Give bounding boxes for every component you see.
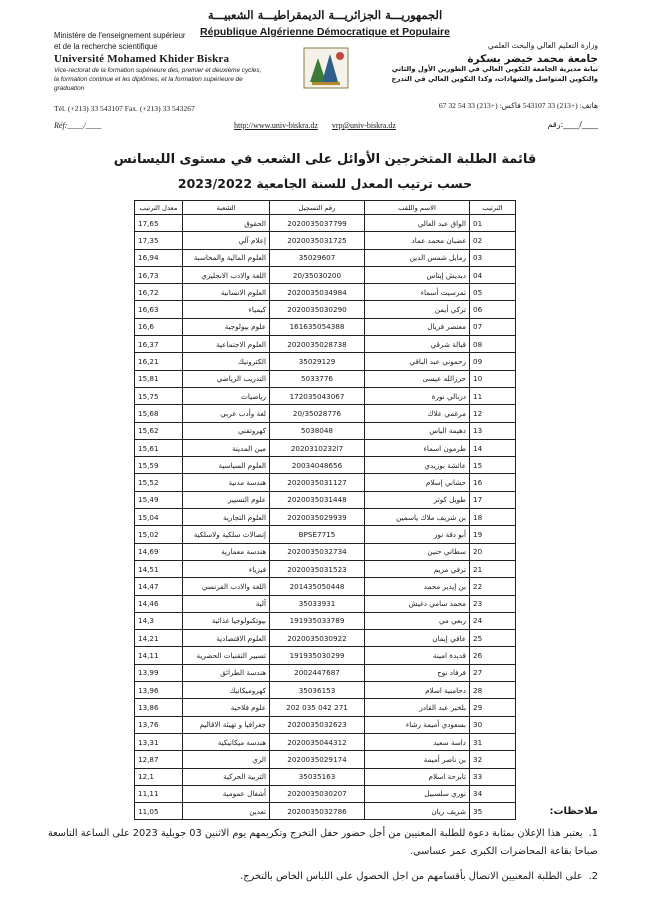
registration-cell: 5033776 xyxy=(270,370,365,387)
university-name-french: Université Mohamed Khider Biskra xyxy=(54,53,230,65)
average-cell: 16,94 xyxy=(135,249,183,266)
rank-cell: 35 xyxy=(470,803,516,820)
email-link[interactable]: vrp@univ-biskra.dz xyxy=(331,121,396,130)
header-rank: الترتيب xyxy=(470,201,516,215)
field-cell: العلوم الاجتماعية xyxy=(183,336,270,353)
registration-cell: 2002447687 xyxy=(270,664,365,681)
name-cell: دحامنية اسلام xyxy=(365,682,470,699)
rank-cell: 33 xyxy=(470,768,516,785)
registration-cell: 2020035032786 xyxy=(270,803,365,820)
name-cell: بلخير عبد القادر xyxy=(365,699,470,716)
average-cell: 13,76 xyxy=(135,716,183,733)
average-cell: 15,52 xyxy=(135,474,183,491)
name-cell: مرغمي علاك xyxy=(365,405,470,422)
rank-cell: 15 xyxy=(470,457,516,474)
field-cell: اللغة والادب الفرنسي xyxy=(183,578,270,595)
rank-cell: 18 xyxy=(470,509,516,526)
rank-cell: 26 xyxy=(470,647,516,664)
note-number: 1. xyxy=(588,828,598,839)
field-cell: العلوم الانسانية xyxy=(183,284,270,301)
field-cell: علوم فلاحية xyxy=(183,699,270,716)
average-cell: 15,68 xyxy=(135,405,183,422)
contact-links xyxy=(228,121,402,130)
average-cell: 14,21 xyxy=(135,630,183,647)
table-row xyxy=(135,457,516,474)
note-text: على الطلبة المعنيين الاتصال بأقسامهم من اجل الحصول على اللباس الخاص بالتخرج. xyxy=(240,871,583,882)
name-cell: بن إيدير محمد xyxy=(365,578,470,595)
rank-cell: 31 xyxy=(470,733,516,750)
average-cell: 15,59 xyxy=(135,457,183,474)
rank-cell: 04 xyxy=(470,266,516,283)
field-cell: جغرافيا و تهيئة الاقاليم xyxy=(183,716,270,733)
average-cell: 14,46 xyxy=(135,595,183,612)
name-cell: داسة سعيد xyxy=(365,733,470,750)
table-row xyxy=(135,751,516,768)
notes-heading: ملاحظات: xyxy=(549,806,598,817)
table-row xyxy=(135,318,516,335)
header-name: الاسم واللقب xyxy=(365,201,470,215)
registration-cell: 2020035030922 xyxy=(270,630,365,647)
table-row xyxy=(135,716,516,733)
field-cell: هندسة مدنية xyxy=(183,474,270,491)
table-row xyxy=(135,336,516,353)
note-text: يعتبر هذا الإعلان بمثابة دعوة للطلبة المعنيين من أجل حضور حفل التخرج وتكريمهم يوم الاثنين 03 جويلية 2023 على الساعة التاسعة صباحا بقاعة المحاضرات الكبرى عمر عساسي. xyxy=(47,828,598,857)
table-row xyxy=(135,491,516,508)
registration-cell: 2020035037799 xyxy=(270,215,365,232)
average-cell: 16,72 xyxy=(135,284,183,301)
name-cell: تابرحة اسلام xyxy=(365,768,470,785)
ministry-line-2: et de la recherche scientifique xyxy=(54,42,158,51)
table-row xyxy=(135,439,516,456)
registration-cell: 2020035030207 xyxy=(270,785,365,802)
field-cell: العلوم التجارية xyxy=(183,509,270,526)
field-cell: الحقوق xyxy=(183,215,270,232)
average-cell: 17,35 xyxy=(135,232,183,249)
table-row xyxy=(135,803,516,820)
rank-cell: 06 xyxy=(470,301,516,318)
rank-cell: 08 xyxy=(470,336,516,353)
average-cell: 15,81 xyxy=(135,370,183,387)
registration-cell: 161635054388 xyxy=(270,318,365,335)
table-row xyxy=(135,560,516,577)
table-row xyxy=(135,474,516,491)
name-cell: بن شريف ملاك ياسمين xyxy=(365,509,470,526)
rank-cell: 32 xyxy=(470,751,516,768)
name-cell: عائشة بوزيدي xyxy=(365,457,470,474)
name-cell: رمايل شمس الدين xyxy=(365,249,470,266)
table-row xyxy=(135,422,516,439)
table-row xyxy=(135,612,516,629)
table-row xyxy=(135,353,516,370)
vice-rectorate-arabic: نيابة مديرية الجامعة للتكوين العالي في الطورين الأول والثاني والتكوين المتواصل والشهادات، وكذا التكوين العالي في التدرج xyxy=(391,65,598,83)
field-cell: كيمياء xyxy=(183,301,270,318)
field-cell: لغة وأدب عربي xyxy=(183,405,270,422)
table-row xyxy=(135,509,516,526)
field-cell: الكترونيك xyxy=(183,353,270,370)
registration-cell: BPSE7715 xyxy=(270,526,365,543)
registration-cell: 202 035 042 271 xyxy=(270,699,365,716)
field-cell: اللغة والادب الانجليزي xyxy=(183,266,270,283)
rank-cell: 25 xyxy=(470,630,516,647)
registration-cell: 191935030299 xyxy=(270,647,365,664)
website-link[interactable]: http://www.univ-biskra.dz xyxy=(234,121,318,130)
rank-cell: 21 xyxy=(470,560,516,577)
rank-cell: 03 xyxy=(470,249,516,266)
table-row xyxy=(135,526,516,543)
header-average: معدل الترتيب xyxy=(135,201,183,215)
registration-cell: 2020035032623 xyxy=(270,716,365,733)
average-cell: 13,99 xyxy=(135,664,183,681)
field-cell: التربية الحركية xyxy=(183,768,270,785)
registration-cell: 201435050448 xyxy=(270,578,365,595)
name-cell: بسعودي أميمة رشاء xyxy=(365,716,470,733)
registration-cell: 2020035030290 xyxy=(270,301,365,318)
registration-cell: 2020035032734 xyxy=(270,543,365,560)
document-subtitle: حسب ترتيب المعدل للسنة الجامعية 2023/2022 xyxy=(177,176,473,191)
document-title: قائمة الطلبة المتخرجين الأوائل على الشعب في مستوى الليسانس xyxy=(113,152,537,167)
registration-cell: 2020035031725 xyxy=(270,232,365,249)
phone-fax-arabic: هاتف: (+213) 33 543107 فاكس: (+213) 33 54 32 67 xyxy=(438,101,598,110)
field-cell: إعلام آلي xyxy=(183,232,270,249)
name-cell: غضبان محمد عماد xyxy=(365,232,470,249)
field-cell: العلوم المالية والمحاسبة xyxy=(183,249,270,266)
rank-cell: 19 xyxy=(470,526,516,543)
reference-arabic: رقم:____/____ xyxy=(547,120,598,129)
average-cell: 16,73 xyxy=(135,266,183,283)
rank-cell: 24 xyxy=(470,612,516,629)
name-cell: دهيمة الياس xyxy=(365,422,470,439)
name-cell: دربالي نورة xyxy=(365,387,470,404)
name-cell: ديديش إيناس xyxy=(365,266,470,283)
field-cell: بيوتكنولوجيا غذائية xyxy=(183,612,270,629)
registration-cell: 5038048 xyxy=(270,422,365,439)
name-cell: معتصر فريال xyxy=(365,318,470,335)
average-cell: 12,87 xyxy=(135,751,183,768)
average-cell: 16,37 xyxy=(135,336,183,353)
name-cell: شريف ريان xyxy=(365,803,470,820)
name-cell: ترفي مريم xyxy=(365,560,470,577)
field-cell: الري xyxy=(183,751,270,768)
rank-cell: 16 xyxy=(470,474,516,491)
name-cell: نوري سلسبيل xyxy=(365,785,470,802)
name-cell: سطاتي حنين xyxy=(365,543,470,560)
note-item xyxy=(38,868,598,886)
average-cell: 15,49 xyxy=(135,491,183,508)
registration-cell: 2020035029939 xyxy=(270,509,365,526)
table-row xyxy=(135,405,516,422)
table-row xyxy=(135,301,516,318)
table-row xyxy=(135,733,516,750)
vice-rectorate-french: Vice-rectorat de la formation supérieure des, premier et deuxième cycles, la formation continue et les diplômes, et la formation supérieure de graduation xyxy=(54,67,262,93)
table-row xyxy=(135,249,516,266)
name-cell: ربعي مي xyxy=(365,612,470,629)
name-cell: تركي أيمن xyxy=(365,301,470,318)
rank-cell: 29 xyxy=(470,699,516,716)
name-cell: عافي إيمان xyxy=(365,630,470,647)
average-cell: 16,6 xyxy=(135,318,183,335)
rank-cell: 28 xyxy=(470,682,516,699)
field-cell: إتصالات سلكية ولاسلكية xyxy=(183,526,270,543)
field-cell: تسيير التقنيات الحضرية xyxy=(183,647,270,664)
name-cell: بن ناصر أميمة xyxy=(365,751,470,768)
ministry-line-1: Ministère de l'enseignement supérieur xyxy=(54,31,186,40)
average-cell: 14,47 xyxy=(135,578,183,595)
field-cell: تعدين xyxy=(183,803,270,820)
rank-cell: 09 xyxy=(470,353,516,370)
field-cell: العلوم السياسية xyxy=(183,457,270,474)
registration-cell: 191935033789 xyxy=(270,612,365,629)
average-cell: 15,02 xyxy=(135,526,183,543)
letterhead-arabic xyxy=(378,40,598,84)
registration-cell: 20034048656 xyxy=(270,457,365,474)
registration-cell: 35029129 xyxy=(270,353,365,370)
table-row xyxy=(135,682,516,699)
average-cell: 15,75 xyxy=(135,387,183,404)
average-cell: 11,05 xyxy=(135,803,183,820)
table-row xyxy=(135,664,516,681)
name-cell: تمرسيت أسماء xyxy=(365,284,470,301)
field-cell: هندسة ميكانيكية xyxy=(183,733,270,750)
header-field: الشعبة xyxy=(183,201,270,215)
field-cell: رياضيات xyxy=(183,387,270,404)
average-cell: 13,96 xyxy=(135,682,183,699)
average-cell: 14,11 xyxy=(135,647,183,664)
republic-name-arabic: الجمهوريـــة الجزائريـــة الديمقراطيـــة الشعبيـــة xyxy=(207,8,443,22)
rank-cell: 10 xyxy=(470,370,516,387)
registration-cell: 2020035044312 xyxy=(270,733,365,750)
registration-cell: 172035043067 xyxy=(270,387,365,404)
table-row xyxy=(135,699,516,716)
rank-cell: 27 xyxy=(470,664,516,681)
table-row xyxy=(135,215,516,232)
name-cell: قديدة امينة xyxy=(365,647,470,664)
header-registration: رقم التسجيل xyxy=(270,201,365,215)
table-row xyxy=(135,595,516,612)
table-row xyxy=(135,785,516,802)
rank-cell: 17 xyxy=(470,491,516,508)
field-cell: علوم التسيير xyxy=(183,491,270,508)
registration-cell: 2020310232l7 xyxy=(270,439,365,456)
note-item xyxy=(38,825,598,861)
rank-cell: 02 xyxy=(470,232,516,249)
rank-cell: 34 xyxy=(470,785,516,802)
table-row xyxy=(135,647,516,664)
university-logo-icon xyxy=(300,42,352,94)
registration-cell: 2020035034984 xyxy=(270,284,365,301)
average-cell: 14,69 xyxy=(135,543,183,560)
name-cell: الواق عبد العالي xyxy=(365,215,470,232)
average-cell: 12,1 xyxy=(135,768,183,785)
phone-fax-french: Tél. (+213) 33 543107 Fax. (+213) 33 543267 xyxy=(54,104,195,113)
table-header-row xyxy=(135,201,516,215)
name-cell: قبالة شرقي xyxy=(365,336,470,353)
table-row xyxy=(135,768,516,785)
registration-cell: 35033931 xyxy=(270,595,365,612)
rank-cell: 14 xyxy=(470,439,516,456)
name-cell: محمد سامي دغيش xyxy=(365,595,470,612)
registration-cell: 35035163 xyxy=(270,768,365,785)
university-name-arabic: جامعة محمد خيضر بسكرة xyxy=(467,53,598,65)
field-cell: آلية xyxy=(183,595,270,612)
registration-cell: 2020035031523 xyxy=(270,560,365,577)
name-cell: أبو دقة نور xyxy=(365,526,470,543)
table-row xyxy=(135,266,516,283)
rank-cell: 12 xyxy=(470,405,516,422)
reference-french: Réf:____/____ xyxy=(54,121,102,130)
average-cell: 16,63 xyxy=(135,301,183,318)
average-cell: 13,86 xyxy=(135,699,183,716)
name-cell: طرمون اسماء xyxy=(365,439,470,456)
name-cell: حرزالله عيسى xyxy=(365,370,470,387)
name-cell: طويل كوثر xyxy=(365,491,470,508)
field-cell: العلوم الاقتصادية xyxy=(183,630,270,647)
registration-cell: 35036153 xyxy=(270,682,365,699)
table-row xyxy=(135,232,516,249)
registration-cell: 2020035031127 xyxy=(270,474,365,491)
average-cell: 11,11 xyxy=(135,785,183,802)
ministry-arabic: وزارة التعليم العالي والبحث العلمي xyxy=(487,41,598,50)
name-cell: رحموني عبد الباقي xyxy=(365,353,470,370)
rank-cell: 11 xyxy=(470,387,516,404)
average-cell: 15,04 xyxy=(135,509,183,526)
average-cell: 17,65 xyxy=(135,215,183,232)
registration-cell: 20/35030200 xyxy=(270,266,365,283)
registration-cell: 35029607 xyxy=(270,249,365,266)
table-row xyxy=(135,387,516,404)
field-cell: كهروتقني xyxy=(183,422,270,439)
table-row xyxy=(135,370,516,387)
average-cell: 13,31 xyxy=(135,733,183,750)
field-cell: هندسة معمارية xyxy=(183,543,270,560)
average-cell: 16,21 xyxy=(135,353,183,370)
registration-cell: 2020035029174 xyxy=(270,751,365,768)
table-row xyxy=(135,630,516,647)
average-cell: 14,3 xyxy=(135,612,183,629)
rank-cell: 22 xyxy=(470,578,516,595)
name-cell: حشاني إسلام xyxy=(365,474,470,491)
note-number: 2. xyxy=(588,871,598,882)
field-cell: مين المدينة xyxy=(183,439,270,456)
letterhead-french xyxy=(54,30,264,94)
rank-cell: 01 xyxy=(470,215,516,232)
registration-cell: 2020035028738 xyxy=(270,336,365,353)
graduates-table xyxy=(134,200,516,820)
rank-cell: 23 xyxy=(470,595,516,612)
average-cell: 14,51 xyxy=(135,560,183,577)
rank-cell: 05 xyxy=(470,284,516,301)
rank-cell: 13 xyxy=(470,422,516,439)
republic-name-french: République Algérienne Démocratique et Populaire xyxy=(200,26,450,38)
field-cell: علوم بيولوجية xyxy=(183,318,270,335)
table-row xyxy=(135,543,516,560)
field-cell: كهروميكانيك xyxy=(183,682,270,699)
field-cell: أشغال عمومية xyxy=(183,785,270,802)
field-cell: التدريب الرياضي xyxy=(183,370,270,387)
rank-cell: 30 xyxy=(470,716,516,733)
rank-cell: 20 xyxy=(470,543,516,560)
rank-cell: 07 xyxy=(470,318,516,335)
registration-cell: 20/35028776 xyxy=(270,405,365,422)
table-row xyxy=(135,578,516,595)
table-row xyxy=(135,284,516,301)
average-cell: 15,62 xyxy=(135,422,183,439)
average-cell: 15,61 xyxy=(135,439,183,456)
field-cell: هندسة الطرائق xyxy=(183,664,270,681)
field-cell: فيزياء xyxy=(183,560,270,577)
name-cell: فرفاد نوح xyxy=(365,664,470,681)
registration-cell: 2020035031448 xyxy=(270,491,365,508)
